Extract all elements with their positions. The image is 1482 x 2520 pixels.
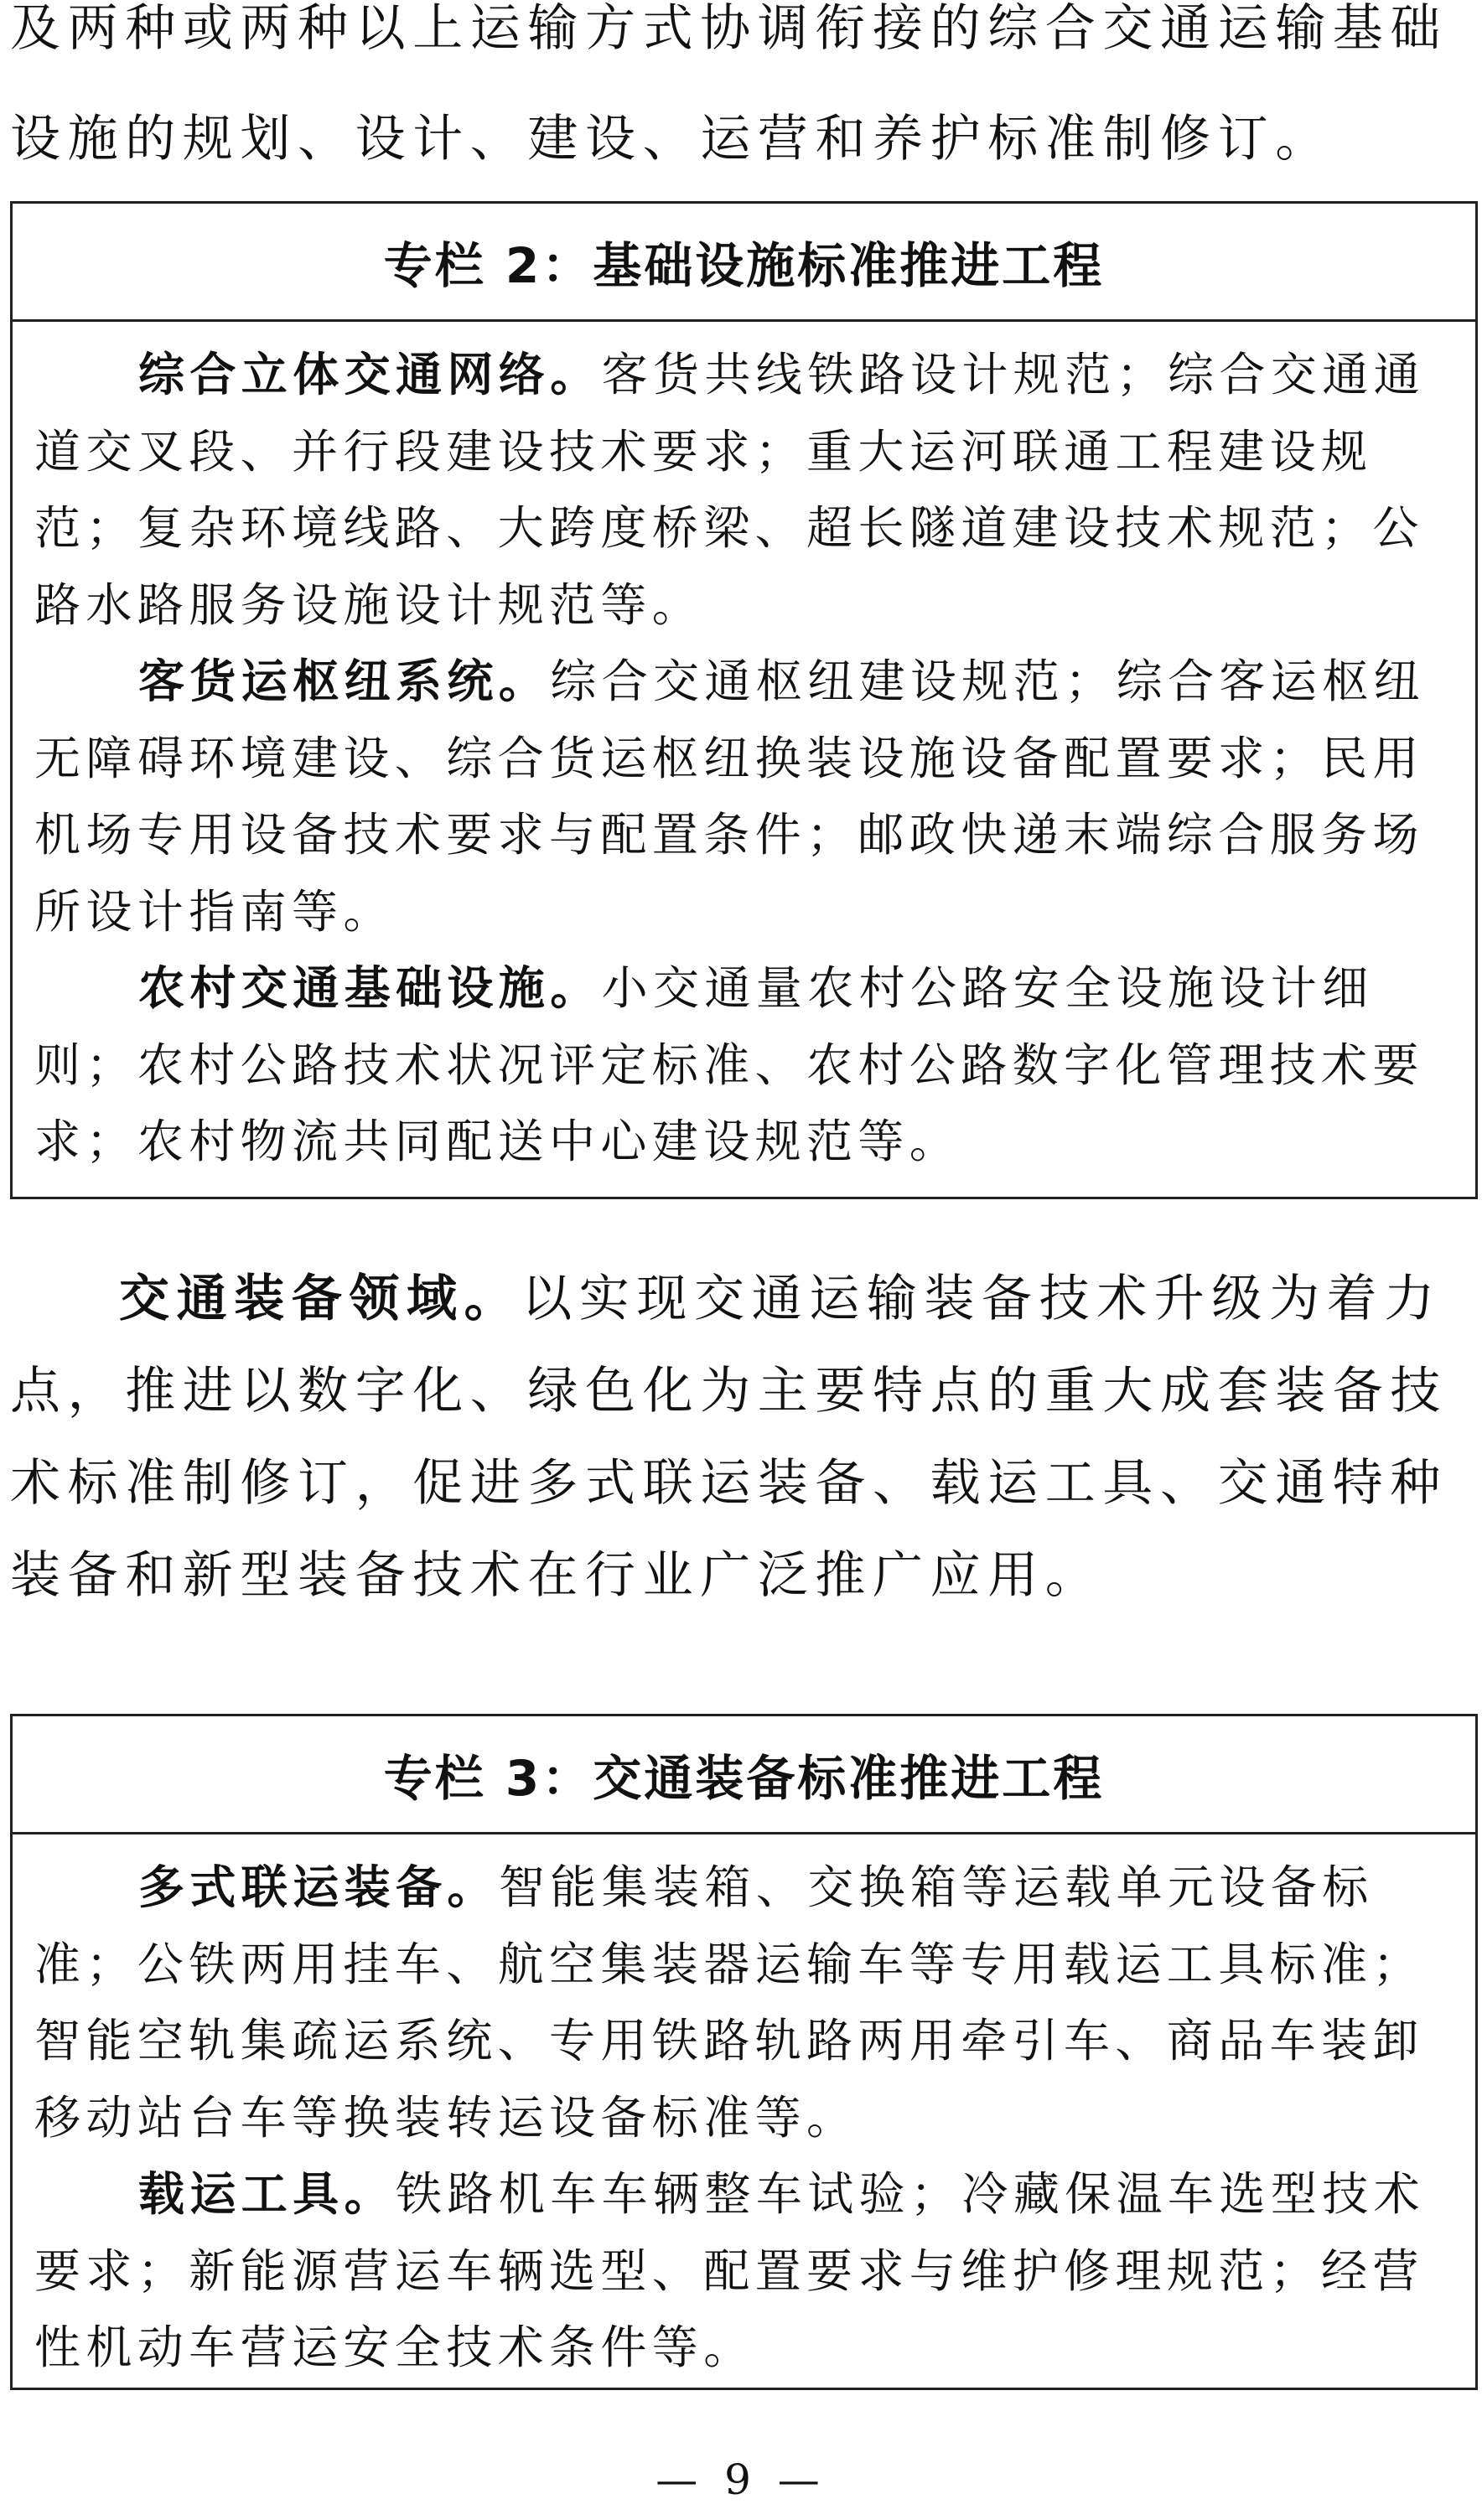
box-item	[34, 337, 1454, 644]
page-number: — 9 —	[656, 2455, 826, 2504]
item-text: 智能集装箱、交换箱等运载单元设备标准；公铁两用挂车、航空集装器运输车等专用载运工具标准；智能空轨集疏运系统、专用铁路轨路两用牵引车、商品车装卸移动站台车等换装转运设备标准等。	[34, 1860, 1424, 2145]
item-text: 铁路机车车辆整车试验；冷藏保温车选型技术要求；新能源营运车辆选型、配置要求与维护修理规范；经营性机动车营运安全技术条件等。	[34, 2167, 1426, 2374]
sidebar-box-infrastructure	[10, 201, 1478, 1199]
item-heading: 客货运枢纽系统。	[138, 655, 551, 708]
item-heading: 农村交通基础设施。	[138, 961, 602, 1015]
item-text: 客货共线铁路设计规范；综合交通通道交叉段、并行段建设技术要求；重大运河联通工程建设规范；复杂环境线路、大跨度桥梁、超长隧道建设技术规范；公路水路服务设施设计规范等。	[34, 348, 1426, 632]
item-heading: 多式联运装备。	[138, 1860, 499, 1914]
item-text: 综合交通枢纽建设规范；综合客运枢纽无障碍环境建设、综合货运枢纽换装设施设备配置要求；民用机场专用设备技术要求与配置条件；邮政快递末端综合服务场所设计指南等。	[34, 655, 1426, 939]
paragraph-text: 以实现交通运输装备技术升级为着力点，推进以数字化、绿色化为主要特点的重大成套装备技术标准制修订，促进多式联运装备、载运工具、交通特种装备和新型装备技术在行业广泛推广应用。	[10, 1270, 1448, 1605]
box-item	[34, 950, 1454, 1181]
box-title: 专栏 3：交通装备标准推进工程	[13, 1716, 1475, 1834]
paragraph-heading: 交通装备领域。	[119, 1270, 522, 1328]
sidebar-box-equipment	[10, 1714, 1478, 2390]
item-heading: 综合立体交通网络。	[138, 348, 602, 401]
equipment-paragraph	[10, 1253, 1473, 1622]
item-heading: 载运工具。	[138, 2167, 396, 2221]
box-title: 专栏 2：基础设施标准推进工程	[13, 204, 1475, 322]
box-body	[13, 322, 1475, 1181]
item-text: 小交通量农村公路安全设施设计细则；农村公路技术状况评定标准、农村公路数字化管理技术要求；农村物流共同配送中心建设规范等。	[34, 961, 1424, 1168]
box-item	[34, 2156, 1454, 2387]
box-item	[34, 1850, 1454, 2156]
box-item	[34, 644, 1454, 950]
box-body	[13, 1834, 1475, 2387]
intro-paragraph: 及两种或两种以上运输方式协调衔接的综合交通运输基础设施的规划、设计、建设、运营和养护标准制修订。	[10, 0, 1448, 168]
